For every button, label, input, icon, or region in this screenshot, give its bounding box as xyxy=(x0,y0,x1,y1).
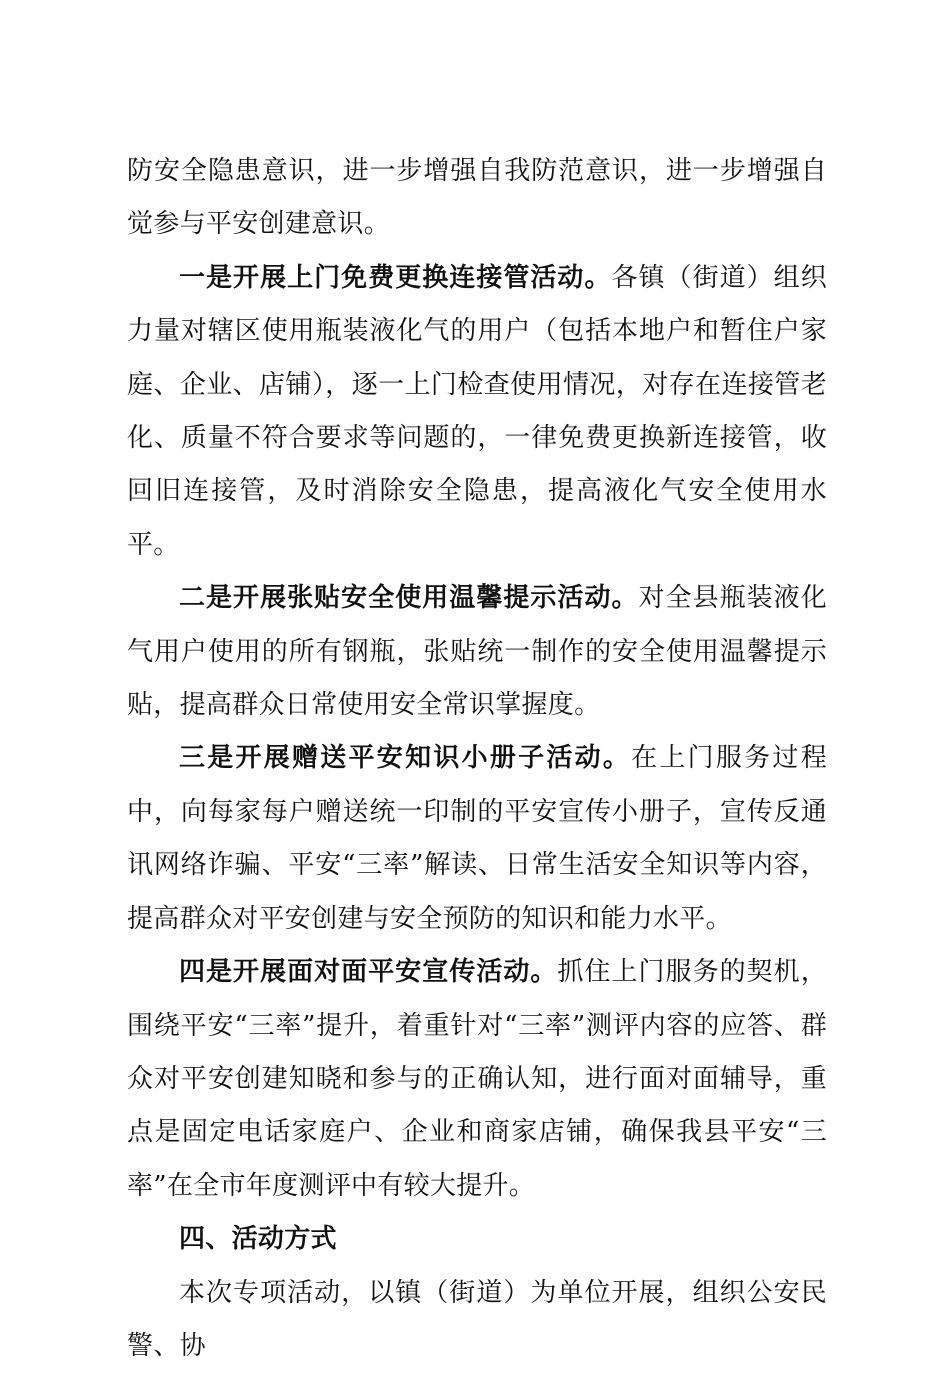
paragraph-section-intro xyxy=(127,1267,827,1373)
paragraph-item-4 xyxy=(127,946,827,1213)
paragraph-lead: 四是开展面对面平安宣传活动。 xyxy=(179,957,558,988)
paragraph-text: 本次专项活动，以镇（街道）为单位开展，组织公安民警、协 xyxy=(127,1277,827,1361)
paragraph-item-2 xyxy=(127,572,827,732)
paragraph-text: 各镇（街道）组织力量对辖区使用瓶装液化气的用户（包括本地户和暂住户家庭、企业、店铺），逐一上门检查使用情况，对存在连接管老化、质量不符合要求等问题的，一律免费更换新连接管，收回旧连接管，及时消除安全隐患，提高液化气安全使用水平。 xyxy=(127,262,827,560)
document-body xyxy=(127,145,827,1373)
paragraph-text: 防安全隐患意识，进一步增强自我防范意识，进一步增强自觉参与平安创建意识。 xyxy=(127,156,827,240)
paragraph-continued xyxy=(127,145,827,252)
section-heading: 四、活动方式 xyxy=(179,1224,337,1255)
paragraph-lead: 三是开展赠送平安知识小册子活动。 xyxy=(179,743,632,774)
paragraph-lead: 一是开展上门免费更换连接管活动。 xyxy=(179,262,612,293)
paragraph-text: 抓住上门服务的契机，围绕平安“三率”提升，着重针对“三率”测评内容的应答、群众对平安创建知晓和参与的正确认知，进行面对面辅导，重点是固定电话家庭户、企业和商家店铺，确保我县平安“三率”在全市年度测评中有较大提升。 xyxy=(127,957,827,1201)
paragraph-lead: 二是开展张贴安全使用温馨提示活动。 xyxy=(179,583,639,614)
paragraph-text: 对全县瓶装液化气用户使用的所有钢瓶，张贴统一制作的安全使用温馨提示贴，提高群众日常使用安全常识掌握度。 xyxy=(127,583,827,721)
paragraph-item-3 xyxy=(127,732,827,946)
paragraph-text: 在上门服务过程中，向每家每户赠送统一印制的平安宣传小册子，宣传反通讯网络诈骗、平安“三率”解读、日常生活安全知识等内容，提高群众对平安创建与安全预防的知识和能力水平。 xyxy=(127,743,827,934)
paragraph-item-1 xyxy=(127,252,827,572)
